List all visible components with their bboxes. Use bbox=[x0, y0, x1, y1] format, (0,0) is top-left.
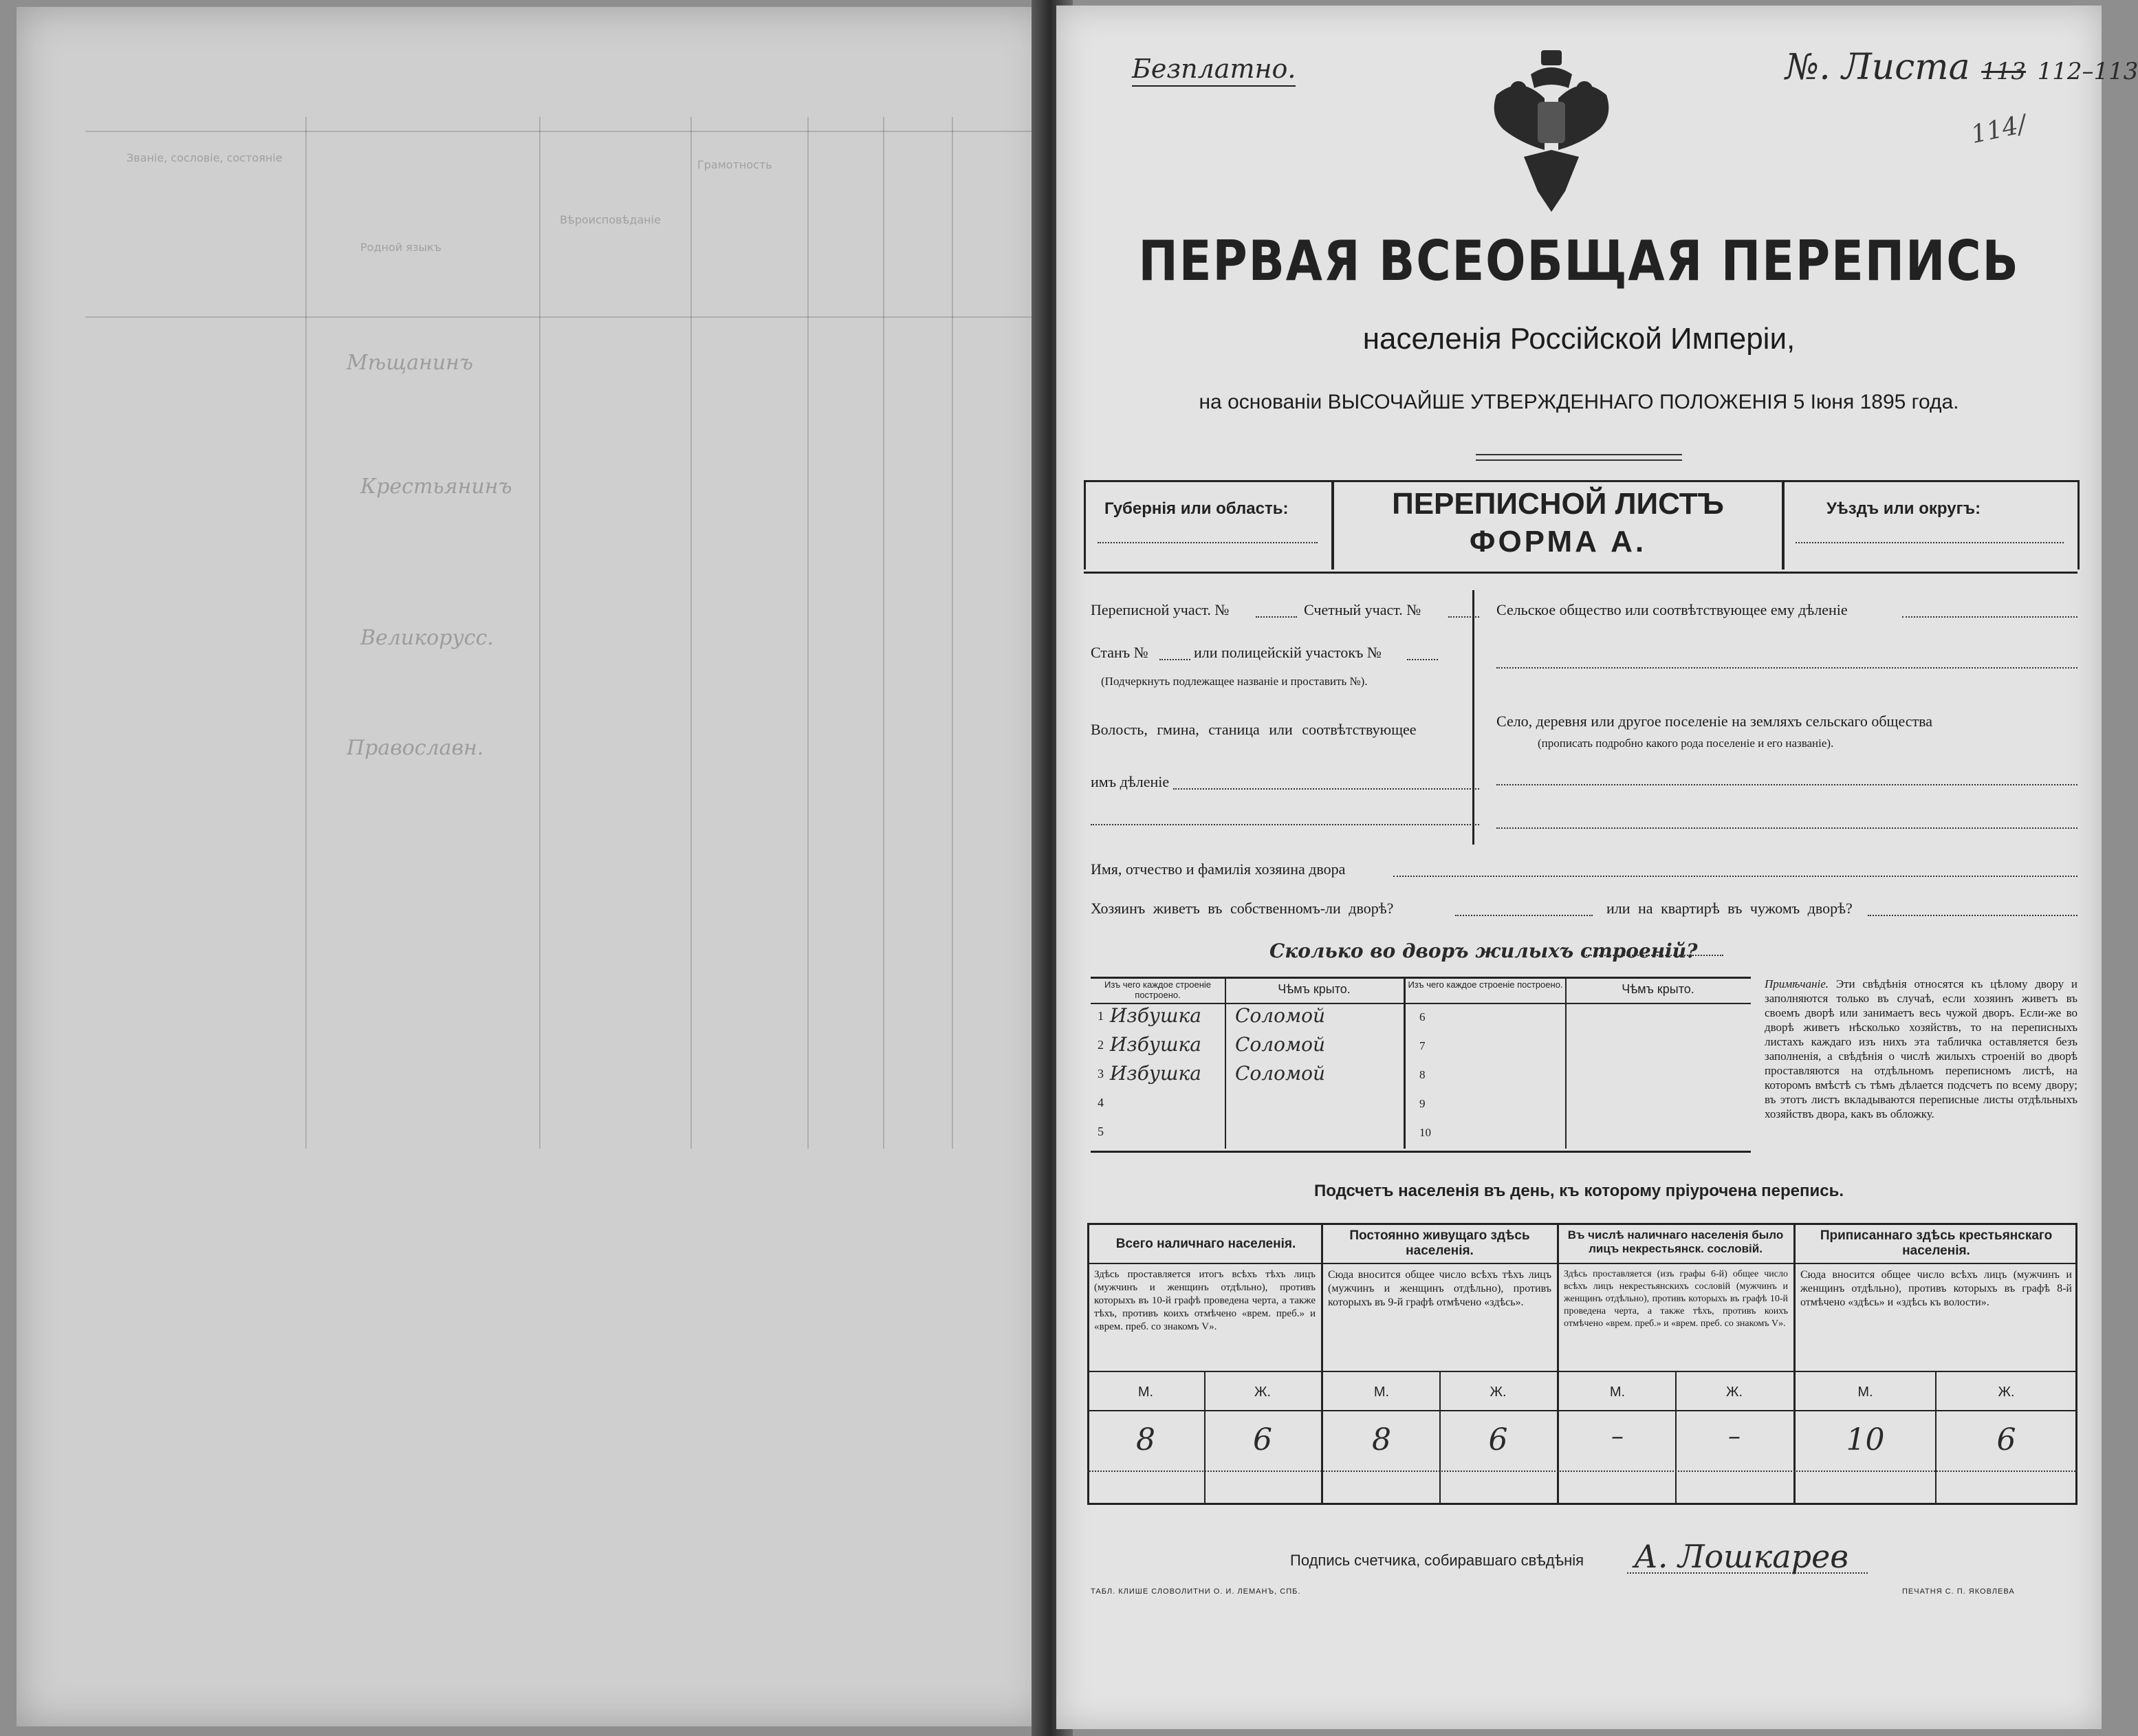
roof-value: Соломой bbox=[1235, 1062, 1326, 1085]
roof-value: Соломой bbox=[1235, 1033, 1326, 1056]
row-number: 3 bbox=[1098, 1067, 1104, 1081]
gubernia-label: Губернiя или область: bbox=[1104, 499, 1289, 518]
material-value: Избушка bbox=[1110, 1033, 1201, 1056]
col-roof-header: Чѣмъ крыто. bbox=[1622, 982, 1694, 996]
table-row: 7 bbox=[1419, 1039, 1426, 1052]
printer-mark-right: ПЕЧАТНЯ С. П. ЯКОВЛЕВА bbox=[1902, 1587, 2015, 1596]
police-district-label: или полицейскiй участокъ № bbox=[1194, 644, 1382, 661]
female-label: Ж. bbox=[1998, 1385, 2015, 1400]
ghost-header: Званiе, сословiе, состоянiе bbox=[127, 151, 283, 164]
roof-value: Соломой bbox=[1235, 1004, 1326, 1027]
ghost-column-line bbox=[305, 117, 307, 1149]
sheet-title: ПЕРЕПИСНОЙ ЛИСТЪ bbox=[1392, 487, 1724, 521]
village-label: Село, деревня или другое поселенiе на земляхъ сельскаго общества bbox=[1496, 713, 1933, 730]
free-label: Безплатно. bbox=[1132, 54, 1296, 87]
ghost-entry: Мѣщанинъ bbox=[347, 351, 473, 375]
volost-label: Волость, гмина, станица или соотвѣтствующее bbox=[1091, 721, 1417, 738]
col-material-header: Изъ чего каждое строенiе построено. bbox=[1408, 979, 1563, 990]
table-row bbox=[1091, 1062, 1404, 1091]
ghost-header: Грамотность bbox=[697, 158, 772, 171]
ghost-column-line bbox=[539, 117, 541, 1149]
sheet-number-struck: 113 bbox=[1981, 58, 2027, 85]
left-page bbox=[17, 7, 1048, 1726]
volost-cont-label: имъ дѣленiе bbox=[1091, 773, 1170, 790]
material-value: Избушка bbox=[1110, 1062, 1201, 1085]
underline-note: (Подчеркнуть подлежащее названiе и проставить №). bbox=[1101, 675, 1368, 688]
female-label: Ж. bbox=[1725, 1385, 1743, 1400]
count-col-desc: Сюда вносится общее число всѣхъ лицъ (мужчинъ и женщинъ отдѣльно), противъ которыхъ въ графѣ 8-й отмѣчено «здѣсь» и «здѣсь къ волости». bbox=[1800, 1269, 2072, 1308]
count-col-title: Приписаннаго здѣсь крестьянскаго населенiя. bbox=[1820, 1228, 2053, 1258]
census-district-label: Переписной участ. № bbox=[1091, 601, 1230, 618]
signature-label: Подпись счетчика, собиравшаго свѣдѣнiя bbox=[1290, 1552, 1584, 1569]
count-value: 8 bbox=[1136, 1422, 1155, 1457]
note-block bbox=[1765, 977, 2077, 1121]
legal-basis: на основанiи ВЫСОЧАЙШЕ УТВЕРЖДЕННАГО ПОЛОЖЕНIЯ 5 Iюня 1895 года. bbox=[1199, 391, 1959, 413]
ghost-entry: Православн. bbox=[347, 736, 484, 760]
ghost-column-line bbox=[883, 117, 884, 1149]
owner-rent-label: или на квартирѣ въ чужомъ дворѣ? bbox=[1606, 900, 1853, 917]
material-value: Избушка bbox=[1110, 1004, 1201, 1027]
ghost-header: Вѣроисповѣданiе bbox=[560, 213, 661, 226]
count-col-title: Въ числѣ наличнаго населенiя было лицъ некрестьянск. сословiй. bbox=[1567, 1228, 1784, 1255]
table-row: 9 bbox=[1419, 1097, 1426, 1110]
row-number: 1 bbox=[1098, 1009, 1104, 1023]
ghost-column-line bbox=[807, 117, 809, 1149]
census-form-page bbox=[1056, 6, 2138, 1729]
count-value: 10 bbox=[1846, 1422, 1885, 1457]
count-heading: Подсчетъ населенiя въ день, къ которому прiурочена перепись. bbox=[1314, 1182, 1844, 1200]
ghost-column-line bbox=[952, 117, 953, 1149]
double-headed-eagle-emblem bbox=[1483, 47, 1620, 219]
row-number: 2 bbox=[1098, 1038, 1104, 1052]
male-label: М. bbox=[1609, 1385, 1626, 1400]
male-label: М. bbox=[1373, 1385, 1390, 1400]
rural-society-label: Сельское общество или соотвѣтствующее ему дѣленiе bbox=[1496, 601, 1848, 618]
table-row: 10 bbox=[1419, 1126, 1431, 1139]
table-row bbox=[1091, 1004, 1404, 1033]
table-row bbox=[1091, 1120, 1404, 1149]
printer-mark-left: ТАБЛ. КЛИШЕ СЛОВОЛИТНИ О. И. ЛЕМАНЪ, СПБ. bbox=[1091, 1587, 1301, 1596]
ghost-row-line bbox=[85, 131, 1034, 132]
stamp-number: 114/ bbox=[1968, 110, 2029, 149]
village-note: (прописать подробно какого рода поселенiе и его названiе). bbox=[1538, 737, 1834, 750]
count-table bbox=[1087, 1223, 2077, 1505]
table-row bbox=[1091, 1091, 1404, 1120]
row-number: 5 bbox=[1098, 1125, 1104, 1138]
ghost-entry: Крестьянинъ bbox=[360, 475, 512, 499]
ghost-row-line bbox=[85, 316, 1034, 318]
table-row: 6 bbox=[1419, 1010, 1426, 1023]
note-heading: Примѣчанiе. bbox=[1765, 977, 1829, 990]
count-value: 6 bbox=[1488, 1422, 1508, 1457]
count-value: 6 bbox=[1253, 1422, 1272, 1457]
count-col-desc: Здѣсь проставляется (изъ графы 6-й) общее число всѣхъ лицъ некрестьянскихъ сословiй (мужчинъ и женщинъ отдѣльно), противъ которыхъ въ графѣ 10-й проведена черта, а также тѣхъ, противъ коихъ отмѣчено «врем. преб.» и «врем. преб. со знакомъ V». bbox=[1564, 1269, 1788, 1329]
ornament-divider bbox=[1476, 454, 1682, 461]
male-label: М. bbox=[1137, 1385, 1154, 1400]
owner-lives-label: Хозяинъ живетъ въ собственномъ-ли дворѣ? bbox=[1091, 900, 1394, 917]
page-subtitle: населенiя Россiйской Имперiи, bbox=[1362, 322, 1796, 356]
count-value: 8 bbox=[1372, 1422, 1391, 1457]
buildings-rows-right bbox=[1407, 1004, 1565, 1149]
counting-district-label: Счетный участ. № bbox=[1304, 601, 1421, 618]
count-col-desc: Сюда вносится общее число всѣхъ тѣхъ лицъ (мужчинъ и женщинъ отдѣльно), противъ которыхъ въ 9-й графѣ отмѣчено «здѣсь». bbox=[1328, 1269, 1551, 1308]
owner-name-label: Имя, отчество и фамилiя хозяина двора bbox=[1091, 860, 1346, 878]
count-col-title: Постоянно живущаго здѣсь населенiя. bbox=[1349, 1228, 1530, 1258]
table-row bbox=[1091, 1033, 1404, 1062]
count-col-desc: Здѣсь проставляется итогъ всѣхъ тѣхъ лицъ (мужчинъ и женщинъ отдѣльно), противъ которыхъ въ 10-й графѣ проведена черта, а также тѣхъ, противъ коихъ отмѣчено «врем. преб.» и «врем. преб. со знакомъ V». bbox=[1094, 1269, 1316, 1332]
sheet-label: №. Листа bbox=[1785, 47, 1970, 88]
row-number: 4 bbox=[1098, 1096, 1104, 1109]
ghost-header: Родной языкъ bbox=[360, 241, 441, 254]
count-value: – bbox=[1728, 1422, 1741, 1451]
field-divider bbox=[1472, 590, 1474, 845]
count-value: – bbox=[1611, 1422, 1624, 1451]
ghost-entry: Великорусс. bbox=[360, 626, 494, 650]
female-label: Ж. bbox=[1490, 1385, 1507, 1400]
count-value: 6 bbox=[1996, 1422, 2016, 1457]
ghost-column-line bbox=[690, 117, 692, 1149]
count-col-title: Всего наличнаго населенiя. bbox=[1115, 1237, 1296, 1251]
uezd-label: Уѣздъ или округъ: bbox=[1826, 499, 1981, 518]
sheet-number-handwritten: 112–113 bbox=[2037, 58, 2138, 85]
enumerator-signature: А. Лошкарев bbox=[1634, 1538, 1849, 1575]
table-row: 8 bbox=[1419, 1068, 1426, 1081]
note-text: Эти свѣдѣнiя относятся къ цѣлому двору и заполняются только въ случаѣ, если хозяинъ живетъ въ своемъ дворѣ или занимаетъ весь чужой дворъ. Если-же во дворѣ живетъ нѣсколько хозяйствъ, то на переписныхъ листахъ каждаго изъ нихъ эта табличка оставляется безъ заполненiя, а свѣдѣнiя о числѣ жилыхъ строенiй во дворѣ проставляются на отдѣльномъ переписномъ листѣ, на которомъ вмѣстѣ съ тѣмъ дѣлается подсчетъ по всему двору; въ этотъ листъ вкладываются переписные листы отдѣльныхъ хозяйствъ двора, какъ въ обложку. bbox=[1765, 977, 2077, 1120]
col-material-header: Изъ чего каждое строенiе построено. bbox=[1104, 979, 1212, 1000]
form-label: ФОРМА А. bbox=[1469, 525, 1647, 558]
page-title: ПЕРВАЯ ВСЕОБЩАЯ ПЕРЕПИСЬ bbox=[1138, 229, 2020, 293]
stan-label: Станъ № bbox=[1091, 644, 1148, 661]
col-roof-header: Чѣмъ крыто. bbox=[1278, 982, 1351, 996]
buildings-rows-left bbox=[1091, 1004, 1404, 1149]
female-label: Ж. bbox=[1254, 1385, 1272, 1400]
sheet-number-label bbox=[1785, 47, 2138, 88]
male-label: М. bbox=[1857, 1385, 1873, 1400]
buildings-question: Сколько во дворъ жилыхъ строенiй? bbox=[1269, 940, 1698, 962]
